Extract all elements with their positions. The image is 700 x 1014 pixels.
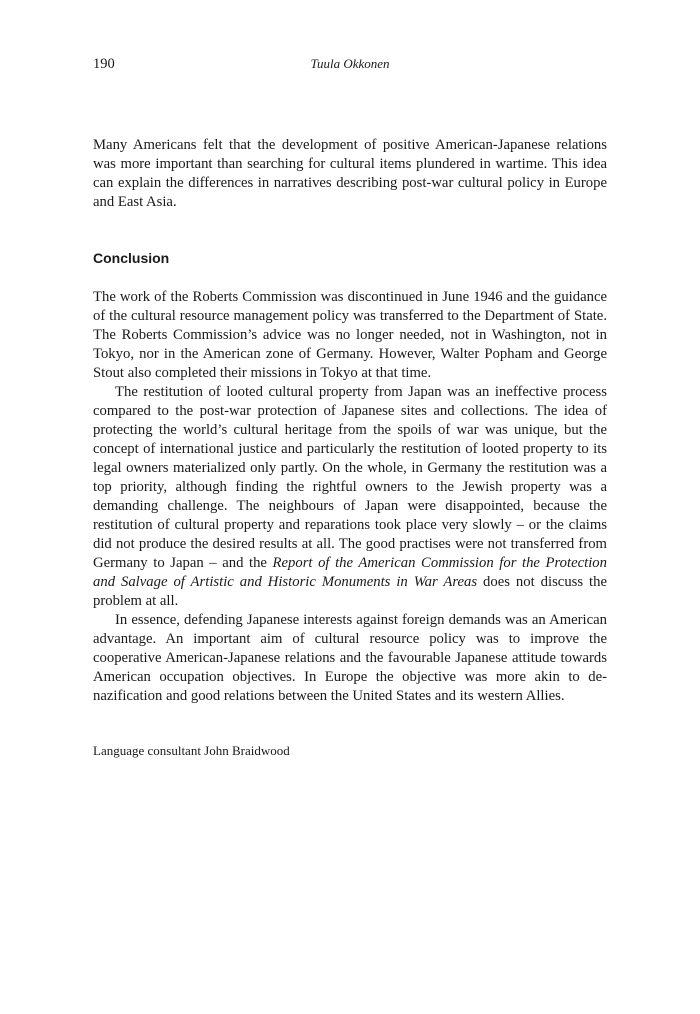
report-title-italic: Report of the American Commission for the Protection and Salvage of Artistic and Historic Monuments in War Areas <box>93 555 607 590</box>
paragraph-2-text-after: does not discuss the problem at all. <box>93 574 607 609</box>
conclusion-paragraph-3: In essence, defending Japanese interests against foreign demands was an American advantage. An important aim of cultural resource policy was to improve the cooperative American-Japanese relations and the favourable Japanese attitude towards American occupation objectives. In Europe the objective was more akin to de-nazification and good relations between the United States and its western Allies. <box>93 612 607 704</box>
conclusion-paragraph-2 <box>93 383 607 611</box>
intro-text-block <box>93 136 607 212</box>
acknowledgement-line: Language consultant John Braidwood <box>93 743 290 758</box>
running-title-author: Tuula Okkonen <box>310 56 390 71</box>
paragraph-2-text-before: The restitution of looted cultural property from Japan was an ineffective process compared to the post-war protection of Japanese sites and collections. The idea of protecting the world’s cultural heritage from the spoils of war was unique, but the concept of international justice and particularly the restitution of looted property to its legal owners materialized only partly. On the whole, in Germany the restitution was a top priority, although finding the rightful owners to the Jewish property was a demanding challenge. The neighbours of Japan were disappointed, because the restitution of cultural property and reparations took place very slowly – or the claims did not produce the desired results at all. The good practises were not transferred from Germany to Japan – and the <box>93 384 607 571</box>
page-number: 190 <box>93 56 115 72</box>
conclusion-paragraph-1: The work of the Roberts Commission was discontinued in June 1946 and the guidance of the cultural resource management policy was transferred to the Department of State. The Roberts Commission’s advice was no longer needed, not in Washington, not in Tokyo, nor in the American zone of Germany. However, Walter Popham and George Stout also completed their missions in Tokyo at that time. <box>93 289 607 381</box>
running-head <box>93 55 607 73</box>
section-heading-conclusion: Conclusion <box>93 250 170 266</box>
intro-paragraph: Many Americans felt that the development of positive American-Japanese relations was more important than searching for cultural items plundered in wartime. This idea can explain the differences in narratives describing post-war cultural policy in Europe and East Asia. <box>93 137 607 210</box>
conclusion-text-block <box>93 288 607 706</box>
